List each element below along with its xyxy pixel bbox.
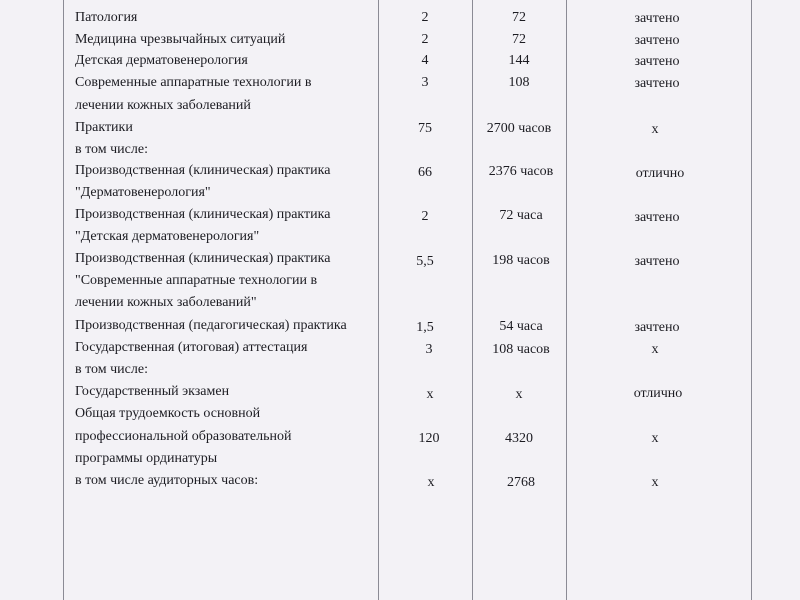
credit-units: 120 <box>418 431 440 446</box>
grade: х <box>651 475 659 490</box>
table-border-left <box>63 0 64 600</box>
discipline-name: Практики <box>75 120 133 135</box>
hours: 2376 часов <box>488 164 554 179</box>
credit-units: 3 <box>421 75 429 90</box>
discipline-name-cont: лечении кожных заболеваний <box>75 98 251 113</box>
hours: 72 часа <box>499 208 543 223</box>
table-border-col2 <box>472 0 473 600</box>
table-border-col3 <box>566 0 567 600</box>
discipline-name-cont: в том числе: <box>75 142 148 157</box>
hours: 2768 <box>507 475 535 490</box>
hours: 54 часа <box>499 319 543 334</box>
discipline-name-cont: программы ординатуры <box>75 451 218 466</box>
grade: зачтено <box>634 254 680 269</box>
discipline-name: Производственная (клиническая) практика <box>75 251 331 266</box>
grade: зачтено <box>634 76 680 91</box>
hours: 4320 <box>505 431 533 446</box>
grade: зачтено <box>634 210 680 225</box>
credit-units: 75 <box>418 121 432 136</box>
discipline-name: Детская дерматовенерология <box>75 53 248 68</box>
hours: 108 <box>508 75 530 90</box>
discipline-name: в том числе аудиторных часов: <box>75 473 259 488</box>
credit-units: 2 <box>421 10 429 25</box>
hours: 198 часов <box>492 253 550 268</box>
table-border-col1 <box>378 0 379 600</box>
discipline-name-cont: "Дерматовенерология" <box>75 185 211 200</box>
hours: х <box>515 387 523 402</box>
discipline-name: Производственная (клиническая) практика <box>75 207 331 222</box>
credit-units: х <box>426 387 434 402</box>
hours: 72 <box>512 10 526 25</box>
discipline-name-cont: в том числе: <box>75 362 148 377</box>
hours: 2700 часов <box>486 121 552 136</box>
grade: отлично <box>635 166 685 181</box>
grade: х <box>651 431 659 446</box>
credit-units: 5,5 <box>416 254 434 269</box>
hours: 108 часов <box>492 342 550 357</box>
discipline-name-cont: профессиональной образовательной <box>75 429 292 444</box>
credit-units: 1,5 <box>416 320 434 335</box>
discipline-name: Патология <box>75 10 138 25</box>
credit-units: 2 <box>421 209 429 224</box>
discipline-name: Государственный экзамен <box>75 384 230 399</box>
credit-units: 4 <box>421 53 429 68</box>
table-border-right <box>751 0 752 600</box>
discipline-name-cont: "Детская дерматовенерология" <box>75 229 260 244</box>
grade: отлично <box>633 386 683 401</box>
credit-units: 2 <box>421 32 429 47</box>
discipline-name: Производственная (педагогическая) практика <box>75 318 347 333</box>
credit-units: 66 <box>418 165 432 180</box>
hours: 144 <box>508 53 530 68</box>
discipline-name: Медицина чрезвычайных ситуаций <box>75 32 286 47</box>
grade: зачтено <box>634 11 680 26</box>
grade: зачтено <box>634 33 680 48</box>
credit-units: 3 <box>425 342 433 357</box>
discipline-name-cont: лечении кожных заболеваний" <box>75 295 257 310</box>
grade: зачтено <box>634 320 680 335</box>
grade: х <box>651 342 659 357</box>
discipline-name: Государственная (итоговая) аттестация <box>75 340 308 355</box>
grade: х <box>651 122 659 137</box>
discipline-name: Общая трудоемкость основной <box>75 406 261 421</box>
discipline-name-cont: "Современные аппаратные технологии в <box>75 273 318 288</box>
discipline-name: Производственная (клиническая) практика <box>75 163 331 178</box>
grade: зачтено <box>634 54 680 69</box>
hours: 72 <box>512 32 526 47</box>
discipline-name: Современные аппаратные технологии в <box>75 75 312 90</box>
credit-units: х <box>427 475 435 490</box>
